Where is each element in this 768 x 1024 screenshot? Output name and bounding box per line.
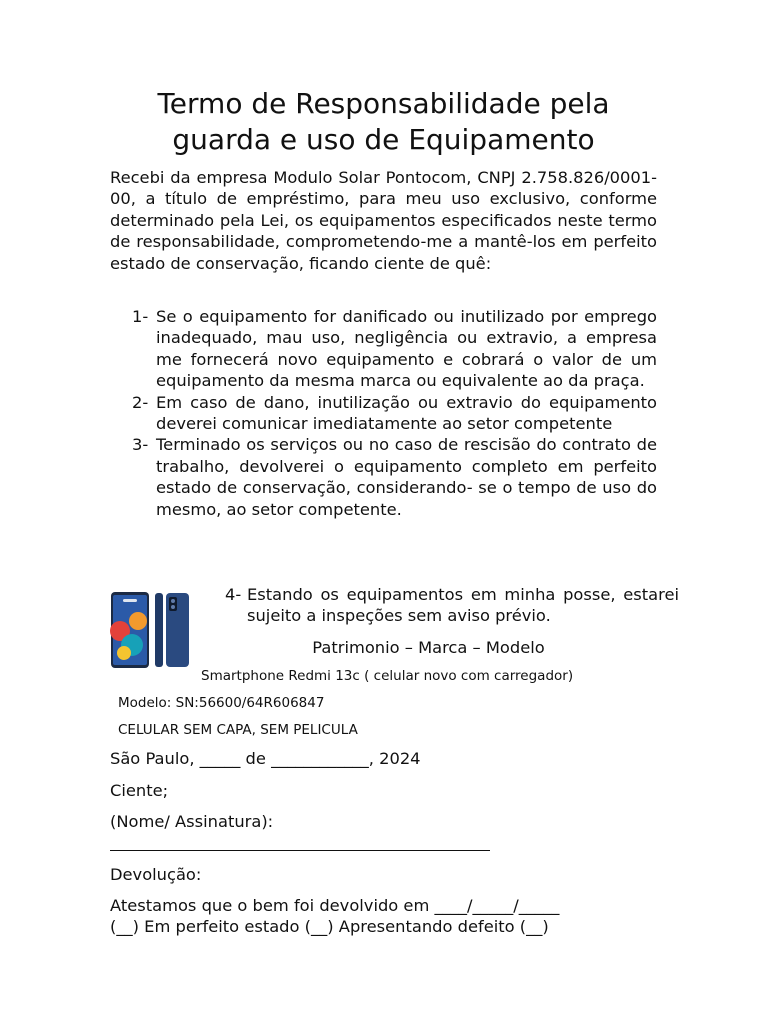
clause-number: 3- (132, 435, 149, 455)
clause-4 (225, 584, 679, 627)
equipment-header: Patrimonio – Marca – Modelo (312, 638, 545, 657)
clause-1 (110, 306, 657, 392)
clause-2 (110, 392, 657, 435)
clauses-list (110, 306, 657, 520)
signature-label: (Nome/ Assinatura): (110, 812, 274, 831)
title-line-2: guarda e uso de Equipamento (172, 123, 595, 156)
equipment-description: Smartphone Redmi 13c ( celular novo com carregador) (201, 668, 574, 684)
title-line-1: Termo de Responsabilidade pela (157, 87, 610, 120)
clause-text: Estando os equipamentos em minha posse, estarei sujeito a inspeções sem aviso prévio. (247, 585, 679, 626)
return-date-line: Atestamos que o bem foi devolvido em ____/_____/_____ (110, 896, 560, 915)
clause-number: 4- (225, 585, 242, 604)
devolucao-label: Devolução: (110, 865, 202, 884)
smartphone-image (110, 591, 190, 669)
signature-line (110, 850, 490, 851)
clause-3 (110, 434, 657, 520)
clause-text: Em caso de dano, inutilização ou extravio do equipamento deverei comunicar imediatamente ao setor competente (156, 392, 657, 434)
date-line: São Paulo, _____ de ____________, 2024 (110, 749, 421, 768)
condition-line: (__) Em perfeito estado (__) Apresentando defeito (__) (110, 917, 549, 936)
ciente-label: Ciente; (110, 781, 169, 800)
clause-text: Terminado os serviços ou no caso de rescisão do contrato de trabalho, devolverei o equipamento completo em perfeito estado de conservação, considerando- se o tempo de uso do mesmo, ao setor competente. (156, 435, 657, 519)
clause-number: 1- (132, 307, 149, 326)
document-title (110, 86, 657, 158)
clause-text: Se o equipamento for danificado ou inutilizado por emprego inadequado, mau uso, negligência ou extravio, a empresa me fornecerá novo equipamento e cobrará o valor de um equipamento da mesma marca ou equivalente ao da praça. (156, 307, 657, 391)
clause-number: 2- (132, 392, 149, 412)
model-line: Modelo: SN:56600/64R606847 (118, 695, 325, 711)
intro-paragraph: Recebi da empresa Modulo Solar Pontocom, CNPJ 2.758.826/0001-00, a título de empréstimo, para meu uso exclusivo, conforme determinado pela Lei, os equipamentos especificados neste termo de responsabilidade, comprometendo-me a mantê-los em perfeito estado de conservação, ficando ciente de quê: (110, 168, 657, 273)
accessories-line: CELULAR SEM CAPA, SEM PELICULA (118, 722, 358, 738)
